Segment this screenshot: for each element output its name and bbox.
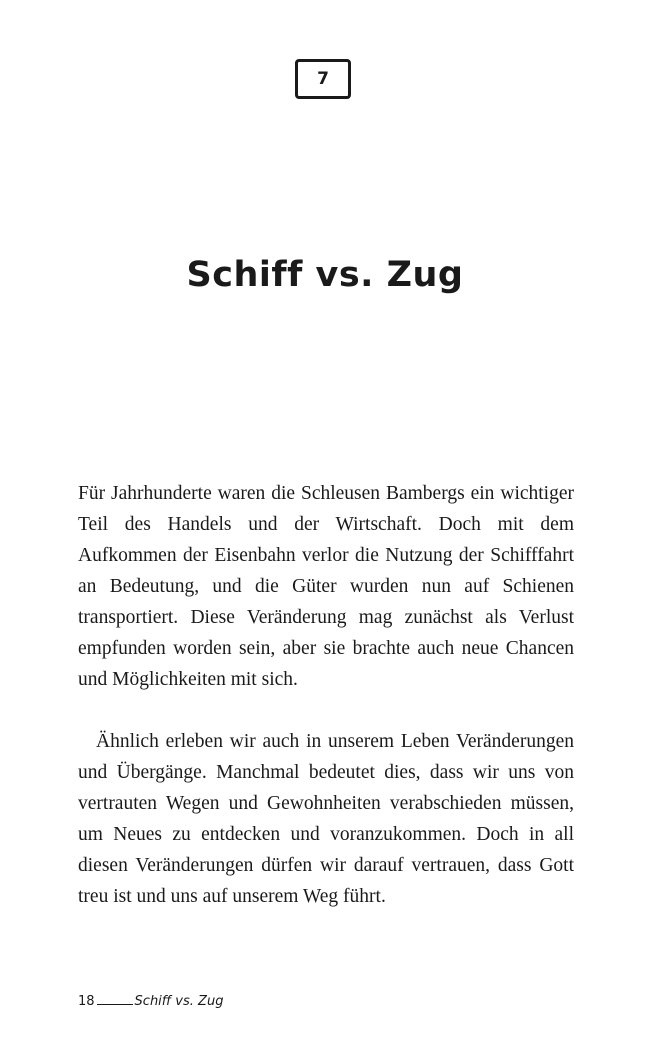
- chapter-title: Schiff vs. Zug: [186, 255, 464, 295]
- page-footer: [78, 994, 223, 1009]
- running-title: Schiff vs. Zug: [134, 994, 224, 1009]
- body-paragraph-2: Ähnlich erleben wir auch in unserem Leben Veränderungen und Übergänge. Manchmal bedeutet dies, dass wir uns von vertrauten Wegen und Gewohnheiten verabschieden müssen, um Neues zu entdecken und voranzukommen. Doch in all diesen Veränderungen dürfen wir darauf vertrauen, dass Gott treu ist und uns auf unserem Weg führt.: [78, 731, 574, 907]
- footer-rule: [97, 1004, 133, 1005]
- chapter-number: 7: [317, 69, 329, 89]
- chapter-number-box: [295, 59, 351, 99]
- body-paragraph-1: Für Jahrhunderte waren die Schleusen Bambergs ein wichtiger Teil des Handels und der Wirtschaft. Doch mit dem Aufkommen der Eisenbahn verlor die Nutzung der Schifffahrt an Bedeutung, und die Güter wurden nun auf Schienen transportiert. Diese Veränderung mag zunächst als Verlust empfunden worden sein, aber sie brachte auch neue Chancen und Möglichkeiten mit sich.: [78, 483, 574, 690]
- page-number: 18: [78, 994, 95, 1009]
